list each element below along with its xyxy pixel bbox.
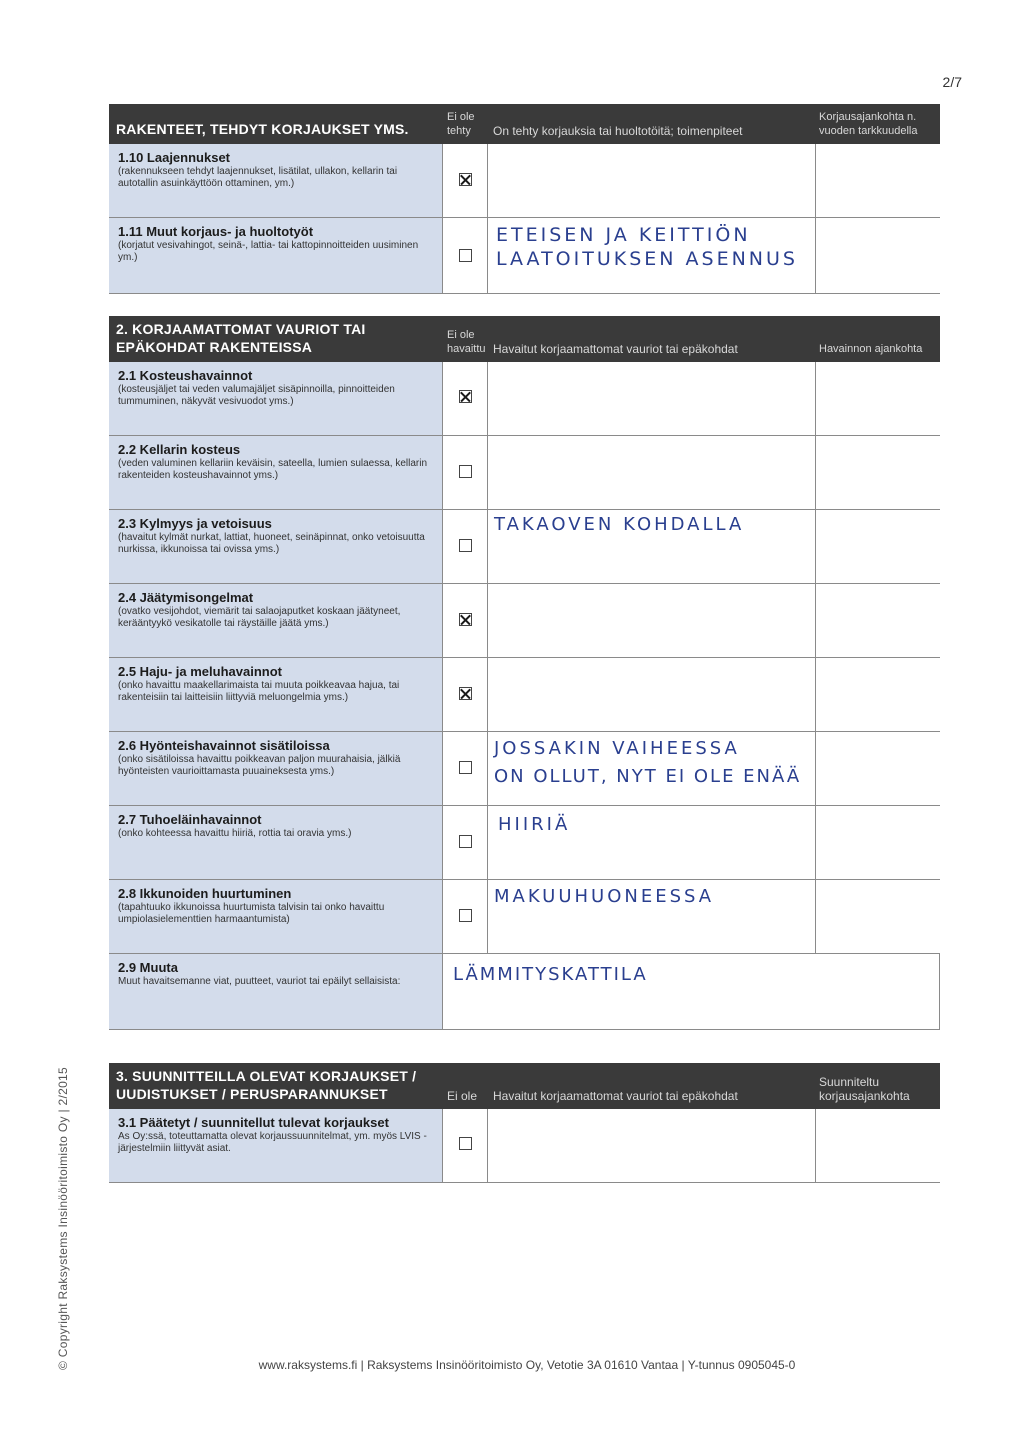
handwritten-answer: HIIRIÄ (498, 814, 571, 835)
checkbox-cell (442, 1109, 488, 1182)
checkbox-cell (442, 218, 488, 293)
section-header (109, 1063, 940, 1109)
row-title: 2.5 Haju- ja meluhavainnot (118, 664, 282, 679)
row-title: 2.9 Muuta (118, 960, 178, 975)
handwritten-answer: LÄMMITYSKATTILA (453, 964, 648, 985)
row-title: 3.1 Päätetyt / suunnitellut tulevat korjaukset (118, 1115, 389, 1130)
column-header-not-observed: Ei ole havaittu (447, 329, 486, 355)
checkbox-empty[interactable] (459, 761, 472, 774)
form-row (109, 584, 940, 658)
row-description: (havaitut kylmät nurkat, lattiat, huoneet, seinäpinnat, onko vetoisuutta nurkissa, ikkunoissa tai ovissa yms.) (118, 532, 425, 555)
date-field[interactable] (815, 584, 940, 657)
answer-field[interactable] (488, 732, 815, 805)
date-field[interactable] (815, 510, 940, 583)
checkbox-empty[interactable] (459, 249, 472, 262)
form-row (109, 218, 940, 294)
date-field[interactable] (815, 436, 940, 509)
answer-field[interactable] (488, 1109, 815, 1182)
row-description: (ovatko vesijohdot, viemärit tai salaojaputket koskaan jäätyneet, kerääntyykö vesikatolle tai räystäille jäätä yms.) (118, 606, 401, 629)
row-label (109, 806, 442, 879)
row-label (109, 584, 442, 657)
form-row (109, 806, 940, 880)
handwritten-answer: JOSSAKIN VAIHEESSA (494, 738, 740, 759)
checkbox-cell (442, 954, 648, 1029)
row-title: 1.11 Muut korjaus- ja huoltotyöt (118, 224, 314, 239)
form-row (109, 954, 940, 1030)
form-row (109, 1109, 940, 1183)
date-field[interactable] (815, 218, 940, 293)
form-row (109, 144, 940, 218)
row-title: 2.2 Kellarin kosteus (118, 442, 241, 457)
column-header-observations: Havaitut korjaamattomat vauriot tai epäkohdat (493, 1089, 738, 1103)
column-header-planned-time: Suunniteltu korjausajankohta (819, 1075, 910, 1103)
row-label (109, 436, 442, 509)
footer: www.raksystems.fi | Raksystems Insinööritoimisto Oy, Vetotie 3A 01610 Vantaa | Y-tunnus 0905045-0 (258, 1358, 796, 1372)
column-header-observation-time: Havainnon ajankohta (819, 343, 923, 355)
checkbox-cell (442, 436, 488, 509)
checkbox-checked[interactable] (459, 173, 472, 186)
handwritten-answer: ETEISEN JA KEITTIÖN (496, 224, 751, 246)
form-row (109, 732, 940, 806)
checkbox-empty[interactable] (459, 1137, 472, 1150)
checkbox-checked[interactable] (459, 390, 472, 403)
date-field[interactable] (815, 362, 940, 435)
checkbox-cell (442, 362, 488, 435)
answer-field[interactable] (488, 436, 815, 509)
column-header-actions: On tehty korjauksia tai huoltotöitä; toimenpiteet (493, 124, 743, 138)
row-description: (onko sisätiloissa havaittu poikkeavan paljon muurahaisia, jälkiä hyönteisten vaurioittamasta puuaineksesta yms.) (118, 754, 401, 777)
date-field[interactable] (815, 806, 940, 879)
row-label (109, 218, 442, 293)
checkbox-empty[interactable] (459, 539, 472, 552)
answer-field[interactable] (488, 362, 815, 435)
row-label (109, 732, 442, 805)
side-copyright: © Copyright Raksystems Insinööritoimisto Oy | 2/2015 (56, 1066, 70, 1370)
row-description: (korjatut vesivahingot, seinä-, lattia- tai kattopinnoitteiden uusiminen ym.) (118, 240, 419, 263)
form-row (109, 436, 940, 510)
checkbox-checked[interactable] (459, 613, 472, 626)
answer-field[interactable] (488, 218, 815, 293)
row-title: 1.10 Laajennukset (118, 150, 230, 165)
handwritten-answer: TAKAOVEN KOHDALLA (494, 514, 745, 535)
date-field[interactable] (815, 732, 940, 805)
row-label (109, 1109, 442, 1182)
checkbox-cell (442, 806, 488, 879)
checkbox-empty[interactable] (459, 465, 472, 478)
row-title: 2.4 Jäätymisongelmat (118, 590, 254, 605)
form-row (109, 362, 940, 436)
row-description: (rakennukseen tehdyt laajennukset, lisätilat, ullakon, kellarin tai autotallin asuinkäyttöön ottaminen, ym.) (118, 166, 398, 189)
checkbox-empty[interactable] (459, 835, 472, 848)
checkbox-cell (442, 584, 488, 657)
page-number: 2/7 (942, 74, 962, 90)
answer-field[interactable] (488, 954, 940, 1029)
section-header (109, 104, 940, 144)
row-description: (kosteusjäljet tai veden valumajäljet sisäpinnoilla, pinnoitteiden tummuminen, näkyvät vesivuodot yms.) (118, 384, 395, 407)
checkbox-cell (442, 510, 488, 583)
section-header (109, 316, 940, 362)
checkbox-empty[interactable] (459, 909, 472, 922)
column-header-repair-time: Korjausajankohta n. vuoden tarkkuudella (819, 111, 918, 137)
row-title: 2.1 Kosteushavainnot (118, 368, 253, 383)
row-description: (veden valuminen kellariin keväisin, sateella, lumien sulaessa, kellarin rakenteiden kosteushavainnot yms.) (118, 458, 428, 481)
row-label (109, 362, 442, 435)
section-title: 3. SUUNNITTEILLA OLEVAT KORJAUKSET / UUDISTUKSET / PERUSPARANNUKSET (116, 1068, 417, 1102)
handwritten-answer: ON OLLUT, NYT EI OLE ENÄÄ (494, 766, 802, 787)
section-vauriot (109, 316, 940, 1030)
checkbox-cell (442, 880, 488, 953)
row-title: 2.6 Hyönteishavainnot sisätiloissa (118, 738, 330, 753)
row-description: Muut havaitsemanne viat, puutteet, vauriot tai epäilyt sellaisista: (118, 976, 401, 987)
handwritten-answer: MAKUUHUONEESSA (494, 886, 715, 907)
column-header-observations: Havaitut korjaamattomat vauriot tai epäkohdat (493, 342, 738, 356)
row-description: (onko havaittu maakellarimaista tai muuta poikkeavaa hajua, tai rakenteisiin tai laitteisiin liittyviä meluongelmia yms.) (118, 680, 400, 703)
row-label (109, 144, 442, 217)
form-row (109, 880, 940, 954)
row-title: 2.8 Ikkunoiden huurtuminen (118, 886, 292, 901)
answer-field[interactable] (488, 880, 815, 953)
date-field[interactable] (815, 880, 940, 953)
row-title: 2.7 Tuhoeläinhavainnot (118, 812, 262, 827)
row-label (109, 658, 442, 731)
section-title: 2. KORJAAMATTOMAT VAURIOT TAI EPÄKOHDAT RAKENTEISSA (116, 321, 366, 355)
date-field[interactable] (815, 144, 940, 217)
form-row (109, 658, 940, 732)
date-field[interactable] (815, 1109, 940, 1182)
answer-field[interactable] (488, 584, 815, 657)
row-label (109, 510, 442, 583)
form-row (109, 510, 940, 584)
row-description: As Oy:ssä, toteuttamatta olevat korjaussuunnitelmat, ym. myös LVIS -järjestelmiin liittyvät asiat. (118, 1131, 427, 1154)
row-label (109, 880, 442, 953)
checkbox-cell (442, 732, 488, 805)
row-description: (onko kohteessa havaittu hiiriä, rottia tai oravia yms.) (118, 828, 352, 839)
checkbox-cell (442, 144, 488, 217)
answer-field[interactable] (488, 806, 815, 879)
checkbox-cell (442, 658, 488, 731)
section-rakenteet (109, 104, 940, 294)
section-suunnitteilla (109, 1063, 940, 1183)
handwritten-answer: LAATOITUKSEN ASENNUS (496, 248, 798, 270)
answer-field[interactable] (488, 144, 815, 217)
answer-field[interactable] (488, 658, 815, 731)
column-header-not-done: Ei ole tehty (447, 111, 475, 137)
date-field[interactable] (815, 658, 940, 731)
column-header-none: Ei ole (447, 1089, 478, 1103)
row-description: (tapahtuuko ikkunoissa huurtumista talvisin tai onko havaittu umpiolasielementtien harmaantumista) (118, 902, 385, 925)
section-title: RAKENTEET, TEHDYT KORJAUKSET YMS. (116, 121, 409, 137)
checkbox-checked[interactable] (459, 687, 472, 700)
row-label (109, 954, 442, 1029)
answer-field[interactable] (488, 510, 815, 583)
row-title: 2.3 Kylmyys ja vetoisuus (118, 516, 272, 531)
